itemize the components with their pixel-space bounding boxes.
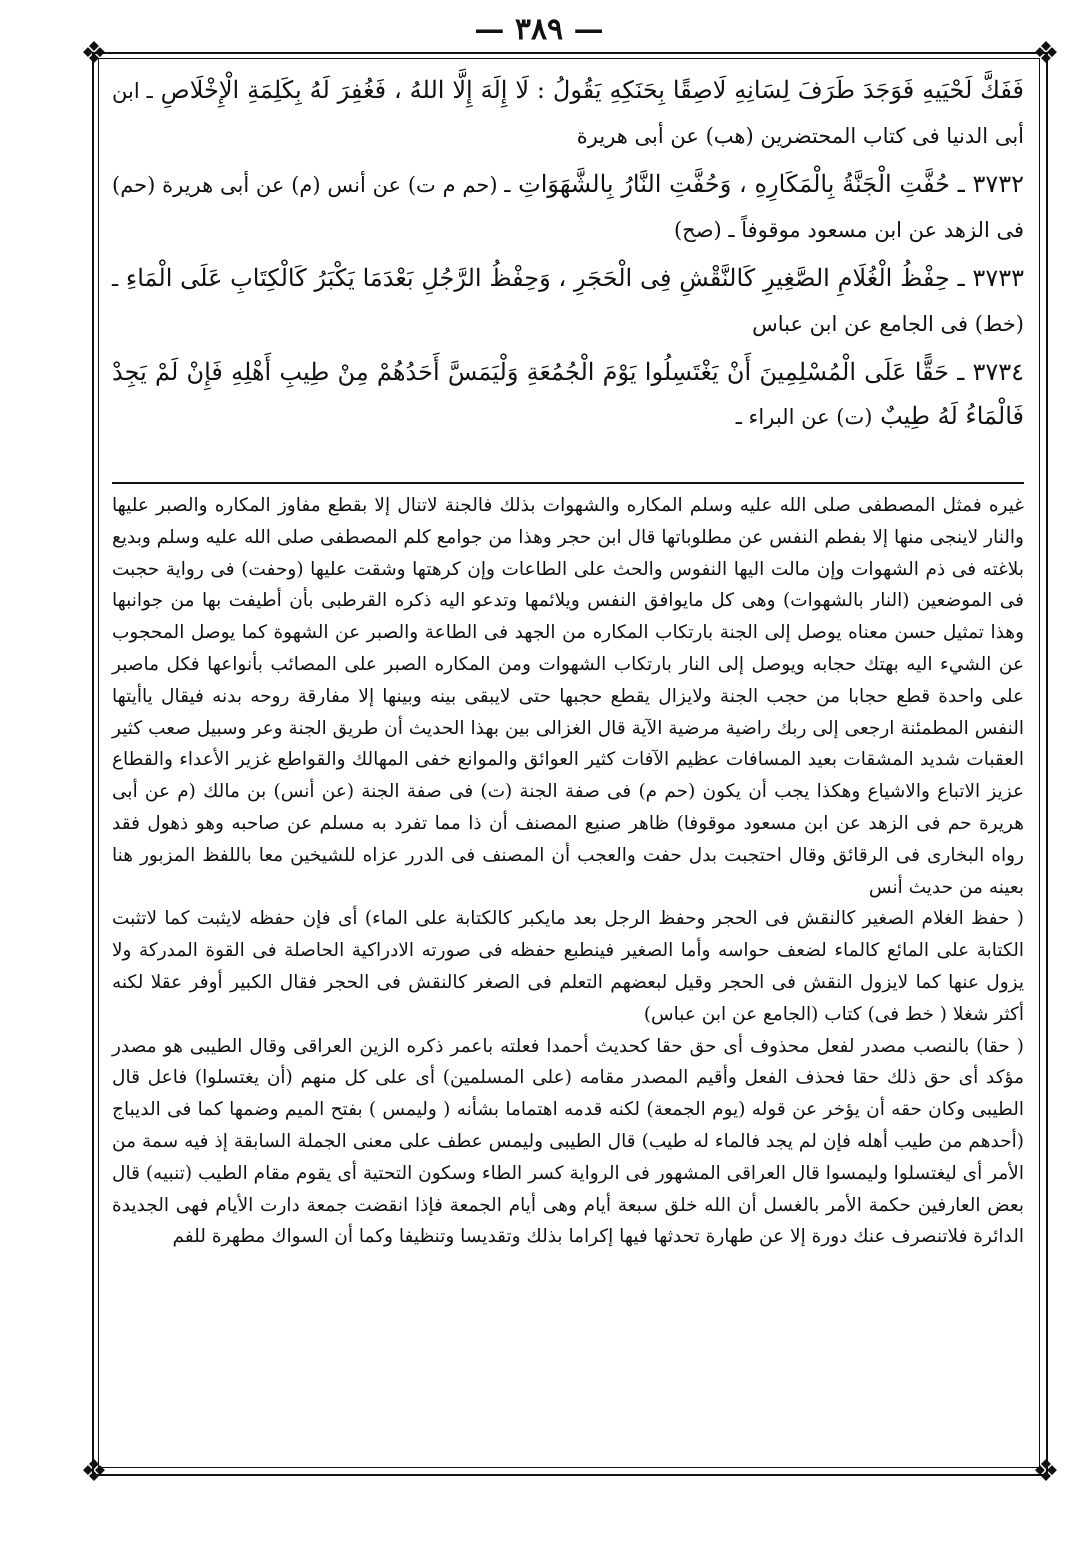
hadith-text: ٣٧٣٤ ـ حَقًّا عَلَى الْمُسْلِمِينَ أَنْ يَغْتَسِلُوا يَوْمَ الْجُمُعَةِ وَلْيَمَسَّ أَحَدُهُمْ مِنْ طِيبِ أَهْلِهِ فَإِنْ لَمْ يَجِدْ فَالْمَاءُ لَهُ طِيبٌ	[112, 358, 1024, 430]
commentary-section	[112, 490, 1024, 1253]
hadith-source: (ت) عن البراء ـ	[735, 405, 873, 429]
hadith-source: ـ ابن أبى الدنيا فى كتاب المحتضرين (هب) عن أبى هريرة	[112, 79, 1024, 148]
corner-ornament-icon: ❖	[1032, 1454, 1060, 1489]
hadith-entry	[112, 162, 1024, 252]
hadith-source: ـ (خط) فى الجامع عن ابن عباس	[112, 267, 1024, 336]
commentary-paragraph: ( حفظ الغلام الصغير كالنقش فى الحجر وحفظ الرجل بعد مايكبر كالكتابة على الماء) أى فإن حفظه لايثبت كما لاتثبت الكتابة على المائع كالماء لضعف حواسه وأما الصغير فينطبع حفظه فى صورته الادراكية الحاصلة فى القوة المدركة ولا يزول عنها كما لايزول النقش فى الحجر وقيل لبعضهم التعلم فى الصغر كالنقش فى الحجر فقال الكبير أوفر عقلا لكنه أكثر شغلا ( خط فى) كتاب (الجامع عن ابن عباس)	[112, 908, 1024, 1025]
hadith-entry	[112, 68, 1024, 158]
section-divider	[112, 482, 1024, 484]
commentary-paragraph: غيره فمثل المصطفى صلى الله عليه وسلم المكاره والشهوات بذلك فالجنة لاتنال إلا بقطع مفاوز المكاره والصبر عليها والنار لاينجى منها إلا بفطم النفس عن مطلوباتها قال ابن حجر وهذا من جوامع كلم المصطفى صلى الله عليه وسلم وبديع بلاغته فى ذم الشهوات وإن مالت اليها النفوس والحث على الطاعات وإن كرهتها وشقت عليها (وحفت) فى رواية حجبت فى الموضعين (النار بالشهوات) وهى كل مايوافق النفس ويلائمها وتدعو اليه ذكره القرطبى بأن أطيفت بها من جوانبها وهذا تمثيل حسن معناه يوصل إلى الجنة بارتكاب المكاره من الجهد فى الطاعة والصبر عن الشهوة كما يوصل المحجوب عن الشيء اليه بهتك حجابه ويوصل إلى النار بارتكاب الشهوات ومن المكاره الصبر على المصائب بأنواعها فكل ماصبر على واحدة قطع حجابا من حجب الجنة ولايزال يقطع حجبها حتى لايبقى بينه وبينها إلا مفارقة روحه بدنه فيقال ياأيتها النفس المطمئنة ارجعى إلى ربك راضية مرضية الآية قال الغزالى بين بهذا الحديث أن طريق الجنة وعر وسبيل صعب كثير العقبات شديد المشقات بعيد المسافات عظيم الآفات كثير العوائق والموانع خفى المهالك والقواطع غزير الأعداء والقطاع عزيز الاتباع والاشياع وهكذا يجب أن يكون (حم م) فى صفة الجنة (ت) فى صفة الجنة (عن أنس) بن مالك (م عن أبى هريرة حم فى الزهد عن ابن مسعود موقوفا) ظاهر صنيع المصنف أن ذا مما تفرد به مسلم عن صاحبه وهو ذهول فقد رواه البخارى فى الرقائق وقال احتجبت بدل حفت والعجب أن المصنف فى الدرر عزاه للشيخين معا باللفظ المزبور هنا بعينه من حديث أنس	[112, 495, 1024, 898]
corner-ornament-icon: ❖	[80, 1454, 108, 1489]
hadith-entry	[112, 256, 1024, 346]
corner-ornament-icon: ❖	[80, 36, 108, 71]
corner-ornament-icon: ❖	[1032, 36, 1060, 71]
hadith-section	[112, 68, 1024, 443]
commentary-paragraph: ( حقا) بالنصب مصدر لفعل محذوف أى حق حقا كحديث أحمدا فعلته باعمر ذكره الزين العراقى وقال الطيبى هو مصدر مؤكد أى حق ذلك حقا فحذف الفعل وأقيم المصدر مقامه (على المسلمين) أى على كل منهم (أن يغتسلوا) فاعل قال الطيبى وكان حقه أن يؤخر عن قوله (يوم الجمعة) لكنه قدمه اهتماما بشأنه ( وليمس ) بفتح الميم وضمها كما فى الديباج (أحدهم من طيب أهله فإن لم يجد فالماء له طيب) قال الطيبى وليمس عطف على معنى الجملة السابقة إذ فيه سمة من الأمر أى ليغتسلوا وليمسوا قال العراقى المشهور فى الرواية كسر الطاء وسكون التحتية أى يقوم مقام الطيب (تنبيه) قال بعض العارفين حكمة الأمر بالغسل أن الله خلق سبعة أيام وهى أيام الجمعة فإذا انقضت جمعة دارت الأيام فهى الجديدة الدائرة فلاتنصرف عنك دورة إلا عن طهارة تحدثها فيها إكراما بذلك وتقديسا وتنظيفا وكما أن السواك مطهرة للفم	[112, 1035, 1024, 1248]
hadith-text: ٣٧٣٢ ـ حُفَّتِ الْجَنَّةُ بِالْمَكَارِهِ ، وَحُفَّتِ النَّارُ بِالشَّهَوَاتِ	[518, 170, 1025, 198]
hadith-text: ٣٧٣٣ ـ حِفْظُ الْغُلَامِ الصَّغِيرِ كَالنَّقْشِ فِى الْحَجَرِ ، وَحِفْظُ الرَّجُلِ بَعْدَمَا يَكْبَرُ كَالْكِتَابِ عَلَى الْمَاءِ	[125, 264, 1024, 292]
hadith-source: ـ (حم م ت) عن أنس (م) عن أبى هريرة (حم) فى الزهد عن ابن مسعود موقوفاً ـ (صح)	[112, 173, 1024, 242]
hadith-entry	[112, 350, 1024, 439]
page-number: — ٣٨٩ —	[474, 12, 604, 47]
hadith-text: فَفَكَّ لَحْيَيهِ فَوَجَدَ طَرَفَ لِسَانِهِ لَاصِقًا بِحَنَكِهِ يَقُولُ : لَا إِلَهَ إِلَّا اللهُ ، فَغُفِرَ لَهُ بِكَلِمَةِ الْإِخْلَاصِ	[160, 76, 1024, 104]
